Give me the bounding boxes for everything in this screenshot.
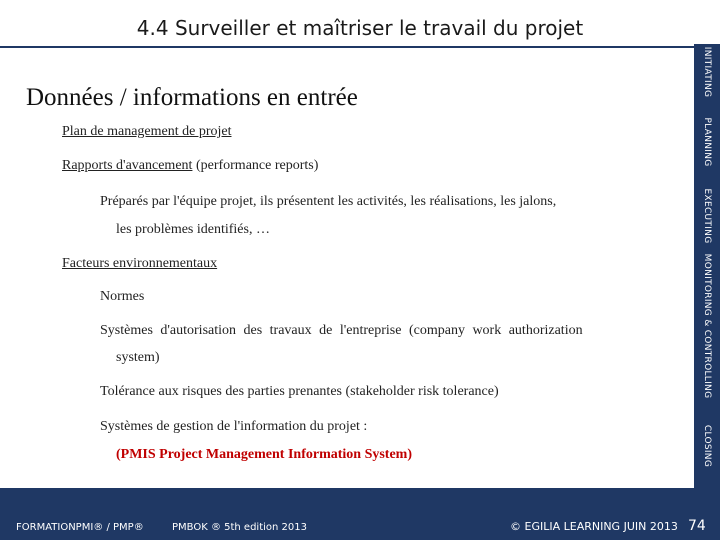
footer-left: FORMATIONPMI® / PMP® bbox=[16, 522, 144, 533]
item-systemes-auth-line1: Systèmes d'autorisation des travaux de l'entreprise (company work authorization bbox=[100, 323, 583, 338]
item-rapports-suffix: (performance reports) bbox=[192, 158, 319, 173]
item-prepares-line1: Préparés par l'équipe projet, ils présentent les activités, les réalisations, les jalons, bbox=[100, 194, 557, 209]
item-plan: Plan de management de projet bbox=[62, 124, 232, 139]
page-number: 74 bbox=[688, 518, 706, 534]
phase-label: PLANNING bbox=[702, 117, 712, 167]
section-heading: Données / informations en entrée bbox=[26, 84, 358, 111]
title-divider bbox=[0, 46, 694, 48]
phase-label: EXECUTING bbox=[702, 188, 712, 244]
footer-middle: PMBOK ® 5th edition 2013 bbox=[172, 522, 307, 533]
item-pmis: (PMIS Project Management Information System) bbox=[116, 447, 413, 462]
item-rapports bbox=[62, 158, 318, 174]
item-normes: Normes bbox=[100, 289, 145, 304]
item-systemes-auth-line2: system) bbox=[116, 350, 160, 365]
slide-title: 4.4 Surveiller et maîtriser le travail du projet bbox=[136, 16, 584, 40]
item-prepares-line2: les problèmes identifiés, … bbox=[116, 222, 270, 237]
phase-label: INITIATING bbox=[702, 46, 712, 98]
item-tolerance: Tolérance aux risques des parties prenantes (stakeholder risk tolerance) bbox=[100, 384, 499, 399]
footer-right: © EGILIA LEARNING JUIN 2013 bbox=[510, 520, 678, 533]
item-rapports-label: Rapports d'avancement bbox=[62, 158, 193, 173]
phase-label: CLOSING bbox=[702, 424, 712, 468]
item-facteurs: Facteurs environnementaux bbox=[62, 256, 218, 271]
phase-label: MONITORING & CONTROLLING bbox=[702, 253, 712, 399]
item-gestion: Systèmes de gestion de l'information du projet : bbox=[100, 419, 368, 434]
